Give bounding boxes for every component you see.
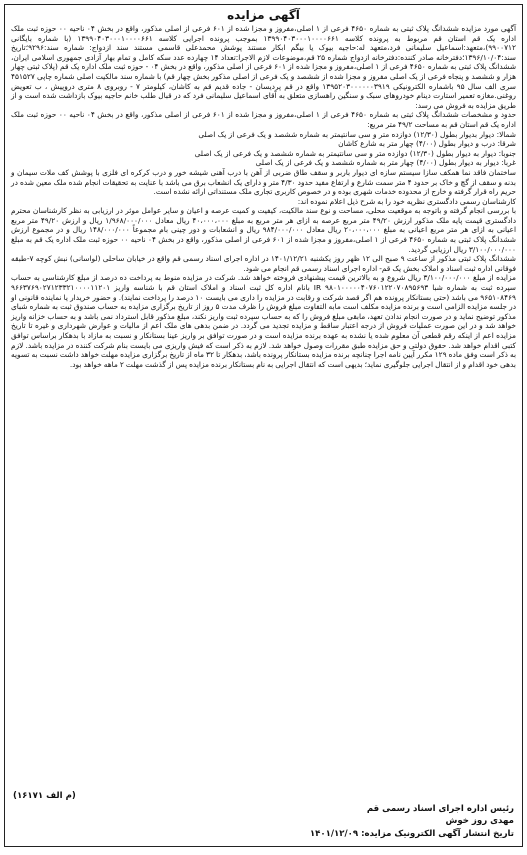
expert-intro: کارشناسان رسمی دادگستری نظریه خود را به شرح ذیل اعلام نموده اند:: [297, 196, 516, 206]
boundaries-list: [11, 130, 516, 168]
signer-name: مهدی روز خوش: [445, 816, 514, 826]
publication-date: تاریخ انتشار آگهی الکترونیک مزایده: ۱۴۰۱/۱۲/۰۹: [309, 828, 514, 839]
specs-intro: حدود و مشخصات ششدانگ پلاک ثبتی به شماره ۴۶۵۰ فرعی از ۱ اصلی،مفروز و مجزا شده از ۶۰۱ فرعی از اصلی مذکور، واقع در بخش ۰۴ ناحیه ۰۰ حوزه ثبت ملک اداره یک قم استان قم به مساحت ۴۹/۲ متر مربع:: [11, 110, 517, 129]
boundary-north: شمالا: دیوار بدیوار بطول (۱۲/۳۰) دوازده متر و سی سانتیمتر به شماره ششصد و یک فرعی از یک اصلی: [198, 129, 516, 139]
boundary-west: غربا: دیوار به دیوار بطول (۴/۰۰) چهار متر به شماره ششصد و یک فرعی از یک اصلی: [255, 158, 516, 168]
building-description: ساختمان فاقد نما همکف سازا سیستم سازه ای دیوار باربر و سقف طاق ضربی از آهن با درب آهنی شیشه خور و درب کرکره ای فلزی با پوشش کف ملات سیمان و بدنه و سقف از گچ و خاک بر حدود ۴ متر سمت شارع و ارتفاع مفید حدود ۴/۳۰ متر و دارای یک انشعاب برق می باشد با عنایت به تحقیقات انجام شده ملک معین شده در حریم راه قرار گرفته و خارج از محدوده خدمات شهری بوده و در خصوص کاربری تجاری ملک مستنداتی ارائه نشده است.: [11, 167, 516, 197]
signature-block: [5, 790, 522, 840]
notice-title: آگهی مزایده: [227, 8, 300, 22]
office-title: رئیس اداره اجرای اسناد رسمی قم: [366, 803, 514, 814]
boundary-east: شرقا: درب و دیوار بطول (۴/۰۰) چهار متر به شارع کاشان: [338, 139, 516, 149]
auction-time-place: ششدانگ پلاک ثبتی مذکور از ساعت ۹ صبح الی ۱۲ ظهر روز یکشنبه ۱۴۰۱/۱۲/۲۱ در اداره اجرای اسناد رسمی قم واقع در خیابان ساحلی (لواسانی) نبش کوچه ۷-طبقه فوقانی اداره ثبت اسناد و املاک بخش یک قم- اداره اجرای اسناد رسمی قم انجام می شود.: [11, 254, 516, 273]
reference-number: (م الف ۱۶۱۷۱): [13, 791, 76, 801]
intro-paragraph: آگهی مورد مزایده ششدانگ پلاک ثبتی به شماره ۴۶۵۰ فرعی از ۱ اصلی،مفروز و مجزا شده از ۶۰۱ فرعی از اصلی مذکور، واقع در بخش ۰۴ ناحیه ۰۰ حوزه ثبت ملک اداره یک قم استان قم مربوط به پرونده کلاسه ۱۳۹۹۰۴۰۳۰۰۰۱۰۰۰۰۶۶۱ بموجب پرونده اجرایی کلاسه ۱۳۹۹۰۴۰۳۰۰۰۱۰۰۰۰۶۶۱ (با شماره بایگانی ۹۹۰۰۷۱۲)،متعهد:اسماعیل سلیمانی فرد،متعهد له:حاجیه بیوک یا بیگم ابکار مستند پوشش محمدعلی قاسمی مستند سند ازدواج: شماره سند:۹۲۹۶؛تاریخ سند:۱۳۹۶/۱۰/۰۴؛دفترخانه صادر کننده:دفترخانه ازدواج شماره ۲۵ قم،موضوعات لازم الاجرا:تعداد ۱۴ چهارده عدد سکه کامل و تمام بهار آزادی جمهوری اسلامی ایران، ششدانگ پلاک ثبتی به شماره ۴۶۵۰ فرعی از ۱ اصلی،مفروز و مجزا شده از ۶۰۱ فرعی از اصلی مذکور، واقع در بخش ۰۴ - حوزه ثبت ملک اداره یک قم (پلاک ثبتی چهار هزار و ششصد و پنجاه فرعی از یک اصلی مفروز و مجزا شده از ششصد و یک فرعی از اصلی مذکور بخش چهار قم) با شماره سند مالکیت اصلی شماره چاپی ۴۵۱۵۲۷ سری الف سال ۹۵ باشماره الکترونیکی ۱۳۹۵۲۰۳۰۰۰۰۰۰۳۹۱۹ واقع در قم پردیسان - جاده قدیم قم به کاشان، کیلومتر ۷ - روبروی ۸ متری دروپیش ، ب تعویض روغنی.مغازه تعمیر استارت دینام خودروهای سبک و سنگین راهسازی متعلق به آقای اسماعیل سلیمانی فرد که در قبال طلب خانم حاجیه بیوک بازداشت شده است و از طریق مزایده به فروش می رسد:: [11, 24, 517, 110]
valuation-paragraph: با بررسی انجام گرفته و باتوجه به موقعیت محلی، مساحت و نوع سند مالکیت، کیفیت و کمیت عرصه و اعیان و سایر عوامل موثر در ارزیابی به نظر کارشناسان محترم دادگستری قیمت پایه ملک مذکور ارزش ۴۹/۲۰ متر مربع عرصه به ازای هر متر مربع به مبلغ ۴۰،۰۰۰،۰۰۰ ریال معادل ۱/۹۶۸/۰۰۰/۰۰۰ ریال و ارزش ۴۹/۲۰ متر مربع اعیانی به ازای هر متر مربع اعیانی به مبلغ ۲۰،۰۰۰،۰۰۰ ریال معادل ۹۸۴/۰۰۰/۰۰۰ ریال و انشعابات و دور چینی بام مجموعاً ۱۴۸/۰۰۰/۰۰۰ ریال و در مجموع ارزش ششدانگ پلاک ثبتی به شماره ۴۶۵۰ فرعی از ۱ اصلی،مفروز و مجزا شده از ۶۰۱ فرعی از اصلی مذکور، واقع در بخش ۰۴ ناحیه ۰۰ حوزه ثبت ملک اداره یک قم به مبلغ ۳/۱۰۰/۰۰۰/۰۰۰ ریال ارزیابی گردید.: [11, 206, 517, 254]
boundary-south: جنوبا: دیوار به دیوار بطول (۱۲/۳۰) دوازده متر و سی سانتیمتر به شماره ششصد و یک فرعی از یک اصلی: [194, 148, 516, 158]
auction-terms: مزایده از مبلغ ۳/۱۰۰/۰۰۰/۰۰۰ ریال شروع و به بالاترین قیمت پیشنهادی فروخته خواهد شد. شرکت در مزایده منوط به پرداخت ده درصد از مبلغ کارشناسی به حساب سپرده ثبت به شماره شبا IR ۹۸۰۱۰۰۰۰۰۴۰۷۶۰۱۲۲۰۷۰۸۹۵۶۹۳ بانام اداره کل ثبت اسناد و املاک استان قم با شناسه واریز ۹۶۶۳۷۶۹۰۲۷۱۲۳۳۲۱۰۰۰۰۱۱۲۰۱ ۹۶۵۱۰۸۴۶۹ می باشد (حتی بستانکار پرونده هم اگر قصد شرکت و رقابت در مزایده را داری می بایست ۱۰ درصد را پرداخت نمایند). و حضور خریدار یا نماینده قانونی او در جلسه مزایده الزامی است و برنده مزایده مکلف است مابه التفاوت مبلغ فروش را ظرف مدت ۵ روز از تاریخ برگزاری مزایده به حساب صندوق ثبت به شماره شبای مذکور توضیح نماید و در صورت انجام ندادن تعهد، مابقی مبلغ فروش را که به حساب سپرده ثبت واریز نکند، مبلغ مذکور قابل استرداد نمی باشد و به حساب خزانه واریز خواهد شد و در این صورت عملیات فروش از درجه اعتبار ساقط و مزایده تجدید می گردد. در ضمن بدهی های ملک اعم از مالیات و عوارض شهرداری و غیره تا تاریخ مزایده اعم از اینکه رقم قطعی آن معلوم شده یا نشده به عهده برنده مزایده است و در صورت توافق بر واریز عینا بستانکار و نسبت به مازاد با بدهکار براساس توافق کتبی اقدام خواهد شد. حقوق دولتی و حق مزایده طبق مقررات وصول خواهد شد. لازم به ذکر است که فیش واریزی می بایست بنام شرکت کننده در مزایده باشد. لازم به ذکر است وفق ماده ۱۲۹ مکرر آیین نامه اجرا چنانچه برنده مزایده بستانکار پرونده باشد، بدهکار تا ۳۲ ماه از تاریخ برگزاری مزایده مهلت خواهد داشت نسبت به تسویه بدهی خود اقدام و از انتقال اجرایی جلوگیری نماید؛ بدیهی است که انتقال اجرایی به نام بستانکار برنده مزایده پس از گذشت مهلت ۲ ماهه خواهد بود.: [11, 273, 517, 369]
auction-notice-document: [4, 4, 523, 847]
